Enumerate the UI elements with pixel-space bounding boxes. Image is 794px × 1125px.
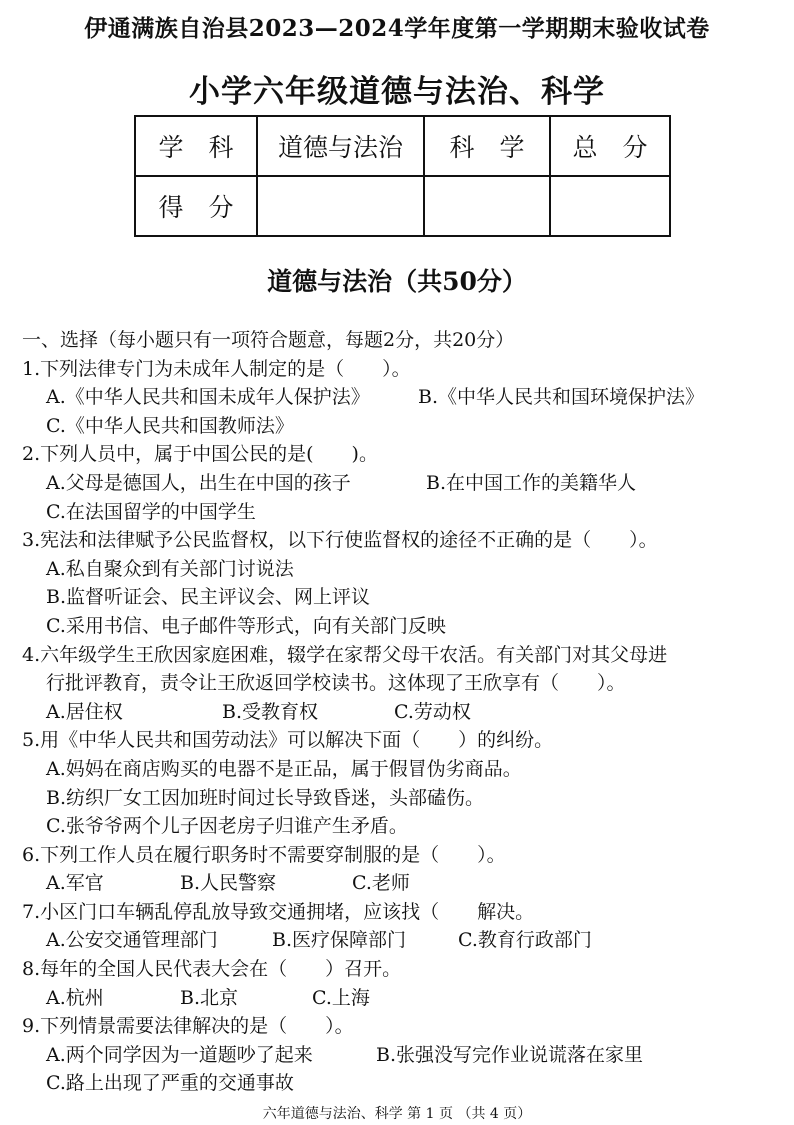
option-b: B.北京: [180, 986, 239, 1009]
option-c: C.路上出现了严重的交通事故: [46, 1072, 294, 1095]
exam-title: 伊通满族自治县2023—2024学年度第一学期期末验收试卷: [84, 15, 710, 42]
question-stem: 3.宪法和法律赋予公民监督权，以下行使监督权的途径不正确的是（ ）。: [22, 529, 658, 552]
score-cell-science: 科 学: [424, 116, 550, 176]
score-table-header-row: [135, 116, 670, 176]
score-cell-morality: 道德与法治: [257, 116, 424, 176]
option-a: A.私自聚众到有关部门讨说法: [46, 557, 294, 580]
option-b: B.在中国工作的美籍华人: [426, 471, 637, 494]
option-b: B.张强没写完作业说谎落在家里: [376, 1043, 644, 1066]
option-c: C.教育行政部门: [458, 929, 592, 952]
section-title: 道德与法治（共50分）: [267, 267, 527, 296]
option-a: A.居住权: [46, 700, 123, 723]
option-c: C.上海: [312, 986, 370, 1009]
option-b: B.监督听证会、民主评议会、网上评议: [46, 586, 371, 609]
option-c: C.老师: [352, 872, 410, 895]
option-a: A.杭州: [46, 986, 104, 1009]
option-a: A.《中华人民共和国未成年人保护法》: [46, 386, 370, 409]
question-stem-continued: 行批评教育，责令让王欣返回学校读书。这体现了王欣享有（ ）。: [46, 672, 626, 695]
question-stem: 6.下列工作人员在履行职务时不需要穿制服的是（ ）。: [22, 843, 506, 866]
option-b: B.《中华人民共和国环境保护法》: [418, 386, 705, 409]
option-row: [22, 698, 782, 727]
option-b: B.纺织厂女工因加班时间过长导致昏迷，头部磕伤。: [46, 786, 485, 809]
question-stem: 7.小区门口车辆乱停乱放导致交通拥堵，应该找（ 解决。: [22, 900, 535, 923]
exam-subtitle: 小学六年级道德与法治、科学: [189, 74, 605, 110]
option-c: C.《中华人民共和国教师法》: [46, 414, 294, 437]
option-row: [22, 984, 782, 1013]
option-a: A.两个同学因为一道题吵了起来: [46, 1043, 313, 1066]
option-b: B.人民警察: [180, 872, 277, 895]
option-a: A.妈妈在商店购买的电器不是正品，属于假冒伪劣商品。: [46, 757, 522, 780]
question-stem: 4.六年级学生王欣因家庭困难，辍学在家帮父母干农活。有关部门对其父母进: [22, 643, 668, 666]
question-stem: 9.下列情景需要法律解决的是（ ）。: [22, 1015, 354, 1038]
page-footer: 六年道德与法治、科学 第 1 页 （共 4 页）: [262, 1106, 532, 1122]
question-stem: 1.下列法律专门为未成年人制定的是（ ）。: [22, 357, 411, 380]
part-heading: 一、选择（每小题只有一项符合题意，每题2分，共20分）: [22, 329, 515, 351]
question-stem: 5.用《中华人民共和国劳动法》可以解决下面（ ）的纠纷。: [22, 729, 554, 752]
option-a: A.公安交通管理部门: [46, 929, 218, 952]
option-b: B.受教育权: [222, 700, 319, 723]
question-stem: 8.每年的全国人民代表大会在（ ）召开。: [22, 958, 402, 981]
question-list: [22, 326, 782, 1098]
option-a: A.军官: [46, 872, 104, 895]
score-cell-blank: [257, 176, 424, 236]
option-row: [22, 869, 782, 898]
question-stem: 2.下列人员中，属于中国公民的是( )。: [22, 443, 378, 466]
score-cell-total: 总 分: [550, 116, 670, 176]
score-cell-blank: [424, 176, 550, 236]
option-c: C.在法国留学的中国学生: [46, 500, 256, 523]
score-cell-score-label: 得 分: [135, 176, 257, 236]
option-row: [22, 383, 782, 412]
option-c: C.劳动权: [394, 700, 471, 723]
option-a: A.父母是德国人，出生在中国的孩子: [46, 471, 351, 494]
score-table-score-row: [135, 176, 670, 236]
score-cell-subject: 学 科: [135, 116, 257, 176]
score-cell-blank: [550, 176, 670, 236]
option-c: C.张爷爷两个儿子因老房子归谁产生矛盾。: [46, 815, 408, 838]
option-c: C.采用书信、电子邮件等形式，向有关部门反映: [46, 614, 446, 637]
score-table: [134, 115, 671, 237]
option-row: [22, 1041, 782, 1070]
option-b: B.医疗保障部门: [272, 929, 407, 952]
option-row: [22, 926, 782, 955]
option-row: [22, 469, 782, 498]
